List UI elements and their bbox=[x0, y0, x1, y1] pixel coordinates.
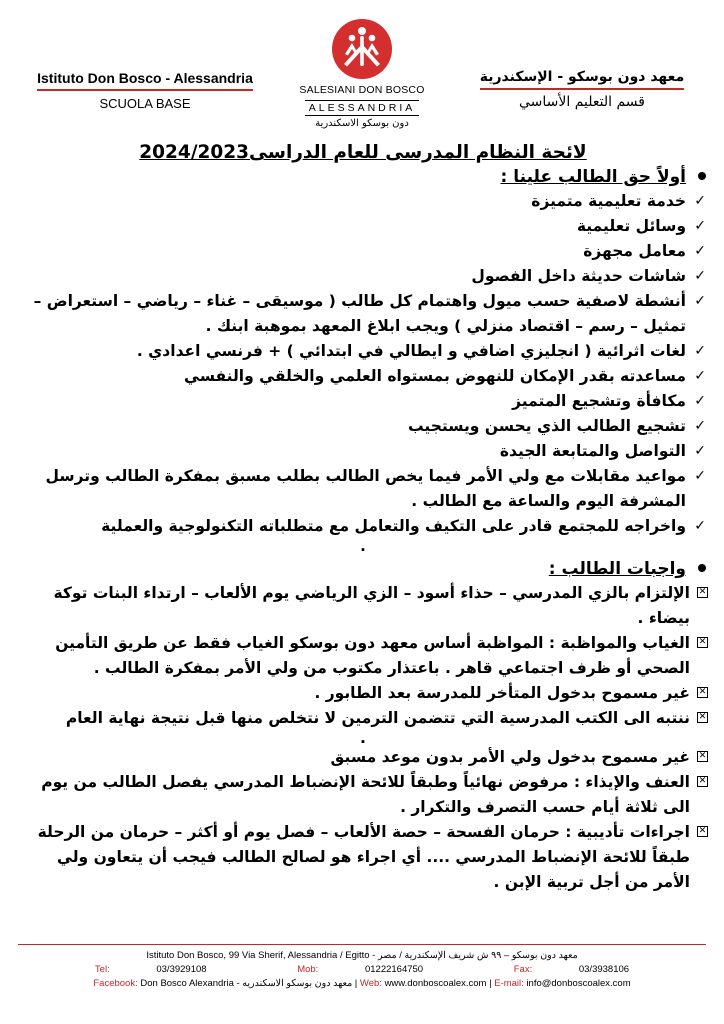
rights-heading-text: أولاً حق الطالب علينا : bbox=[500, 167, 686, 187]
boxed-x-icon: ✕ bbox=[698, 826, 707, 836]
rights-heading bbox=[18, 167, 686, 187]
list-item bbox=[18, 439, 708, 464]
check-icon: ✓ bbox=[694, 268, 706, 284]
boxed-x-icon: ✕ bbox=[698, 751, 707, 761]
list-item bbox=[18, 414, 708, 439]
check-icon: ✓ bbox=[694, 518, 706, 534]
boxed-x-icon: ✕ bbox=[698, 776, 707, 786]
footer-phones bbox=[18, 963, 706, 977]
list-item-text: واخراجه للمجتمع قادر على التكيف والتعامل مع متطلباته التكنولوجية والعملية bbox=[101, 517, 686, 535]
list-item bbox=[18, 581, 708, 631]
bullet-icon bbox=[698, 564, 706, 572]
list-item bbox=[18, 706, 708, 731]
list-item bbox=[18, 464, 708, 514]
mob-label: Mob: bbox=[297, 964, 319, 975]
list-item-text: شاشات حديثة داخل الفصول bbox=[471, 267, 686, 285]
web-label: Web: bbox=[359, 978, 382, 989]
check-icon: ✓ bbox=[694, 393, 706, 409]
list-item bbox=[18, 681, 708, 706]
list-item-text: العنف والإيذاء : مرفوض نهائياً وطبقاً للائحة الإنضباط المدرسي يفصل الطالب من يوم الى ثلاثة أيام حسب التصرف والتكرار . bbox=[41, 773, 690, 816]
list-item-text: وسائل تعليمية bbox=[576, 217, 686, 235]
salesian-logo-icon bbox=[331, 18, 393, 80]
list-item-text: مساعدته بقدر الإمكان للنهوض بمستواه العلمي والخلقي والنفسي bbox=[184, 367, 686, 385]
facebook-label: Facebook: bbox=[93, 978, 138, 989]
fax-number: 03/3938106 bbox=[578, 964, 630, 975]
document-title: لائحة النظام المدرسى للعام الدراسى2024/2023 bbox=[139, 142, 587, 163]
school-section-latin: SCUOLA BASE bbox=[99, 96, 191, 111]
footer-links: Facebook: Don Bosco Alexandria - معهد دون بوسكو الاسكندريه | Web: www.donboscoalex.com | E-mail: info@donboscoalex.com bbox=[93, 978, 631, 989]
boxed-x-icon: ✕ bbox=[698, 687, 707, 697]
list-item-text: ننتبه الى الكتب المدرسية التي تتضمن الترمين لا نتخلص منها قبل نتيجة نهاية العام bbox=[65, 709, 690, 727]
footer-address: Istituto Don Bosco, 99 Via Sherif, Alessandria / Egitto - معهد دون بوسكو – ٩٩ ش شريف الإسكندرية / مصر bbox=[146, 950, 578, 961]
rights-list bbox=[18, 189, 708, 539]
list-item bbox=[18, 770, 708, 820]
header-left bbox=[30, 68, 260, 111]
check-icon: ✓ bbox=[694, 343, 706, 359]
fax-label: Fax: bbox=[513, 964, 533, 975]
bullet-icon bbox=[698, 172, 706, 180]
mob-number: 01222164750 bbox=[364, 964, 424, 975]
check-icon: ✓ bbox=[694, 243, 706, 259]
duties-list bbox=[18, 581, 708, 895]
check-icon: ✓ bbox=[694, 443, 706, 459]
list-item-text: التواصل والمتابعة الجيدة bbox=[499, 442, 686, 460]
tel-label: Tel: bbox=[94, 964, 110, 975]
school-name-arabic: معهد دون بوسكو - الإسكندرية bbox=[480, 69, 685, 90]
school-section-arabic: قسم التعليم الأساسي bbox=[519, 94, 645, 110]
list-item bbox=[18, 389, 708, 414]
list-item bbox=[18, 214, 708, 239]
duties-heading-text: واجبات الطالب : bbox=[548, 559, 686, 579]
list-item bbox=[18, 745, 708, 770]
check-icon: ✓ bbox=[694, 468, 706, 484]
list-item-text: غير مسموح بدخول ولي الأمر بدون موعد مسبق bbox=[330, 748, 690, 766]
list-item bbox=[18, 289, 708, 339]
list-item bbox=[18, 631, 708, 681]
list-item-text: الغياب والمواظبة : المواظبة أساس معهد دون بوسكو الغياب فقط عن طريق التأمين الصحي أو ظرف اجتماعي قاهر . باعتذار مكتوب من ولي الأمر بمفكرة الطالب . bbox=[55, 634, 690, 677]
duties-heading bbox=[18, 559, 686, 579]
list-item bbox=[18, 189, 708, 214]
list-item-text: أنشطة لاصفية حسب ميول واهتمام كل طالب ( موسيقى – غناء – رياضي – استعراض – تمثيل – رسم – اقتصاد منزلي ) ويجب ابلاغ المعهد بموهبة ابنك . bbox=[33, 292, 686, 335]
boxed-x-icon: ✕ bbox=[698, 712, 707, 722]
boxed-x-icon: ✕ bbox=[698, 637, 707, 647]
check-icon: ✓ bbox=[694, 193, 706, 209]
tel-number: 03/3929108 bbox=[156, 964, 207, 975]
boxed-x-icon: ✕ bbox=[698, 587, 707, 597]
logo-line-1: SALESIANI DON BOSCO bbox=[299, 84, 425, 96]
list-item-text: لغات اثرائية ( انجليزي اضافي و ايطالي في ابتدائي ) + فرنسي اعدادي . bbox=[136, 342, 686, 360]
school-logo bbox=[280, 18, 444, 129]
school-name-latin: Istituto Don Bosco - Alessandria bbox=[37, 70, 253, 91]
list-item-text: معامل مجهزة bbox=[583, 242, 686, 260]
email-link[interactable]: info@donboscoalex.com bbox=[526, 978, 631, 989]
logo-line-2: ALESSANDRIA bbox=[305, 100, 420, 116]
check-icon: ✓ bbox=[694, 218, 706, 234]
check-icon: ✓ bbox=[694, 293, 706, 309]
list-dot bbox=[18, 731, 708, 745]
header-right bbox=[462, 66, 702, 110]
list-item-text: تشجيع الطالب الذي يحسن ويستجيب bbox=[407, 417, 686, 435]
list-item bbox=[18, 239, 708, 264]
website-link[interactable]: www.donboscoalex.com bbox=[384, 978, 487, 989]
list-item bbox=[18, 364, 708, 389]
page-footer bbox=[18, 944, 706, 991]
list-item-text: خدمة تعليمية متميزة bbox=[531, 192, 686, 210]
check-icon: ✓ bbox=[694, 368, 706, 384]
list-item bbox=[18, 339, 708, 364]
list-item-text: غير مسموح بدخول المتأخر للمدرسة بعد الطابور . bbox=[314, 684, 690, 702]
list-item bbox=[18, 264, 708, 289]
logo-line-3: دون بوسكو الاسكندرية bbox=[315, 118, 409, 129]
check-icon: ✓ bbox=[694, 418, 706, 434]
list-item-text: مواعيد مقابلات مع ولي الأمر فيما يخص الطالب بطلب مسبق بمفكرة الطالب وترسل المشرفة اليوم والساعة مع الطالب . bbox=[45, 467, 686, 510]
list-item bbox=[18, 820, 708, 895]
trailing-dot: . bbox=[360, 537, 366, 555]
list-item bbox=[18, 514, 708, 539]
dot-text: . bbox=[360, 729, 366, 747]
email-label: E-mail: bbox=[494, 978, 524, 989]
document-body bbox=[18, 142, 708, 895]
list-item-text: مكافأة وتشجيع المتميز bbox=[512, 392, 686, 410]
list-item-text: اجراءات تأديبية : حرمان الفسحة – حصة الألعاب – فصل يوم أو أكثر – حرمان من الرحلة طبقاً للائحة الإنضباط المدرسي .... أي اجراء هو لصالح الطالب فيجب أن يتعاون ولي الأمر من أجل تربية الإبن . bbox=[37, 823, 690, 891]
facebook-link[interactable]: Don Bosco Alexandria - معهد دون بوسكو الاسكندريه bbox=[140, 978, 353, 989]
list-item-text: الإلتزام بالزي المدرسي – حذاء أسود – الزي الرياضي يوم الألعاب – ارتداء البنات توكة بيضاء . bbox=[53, 584, 690, 627]
